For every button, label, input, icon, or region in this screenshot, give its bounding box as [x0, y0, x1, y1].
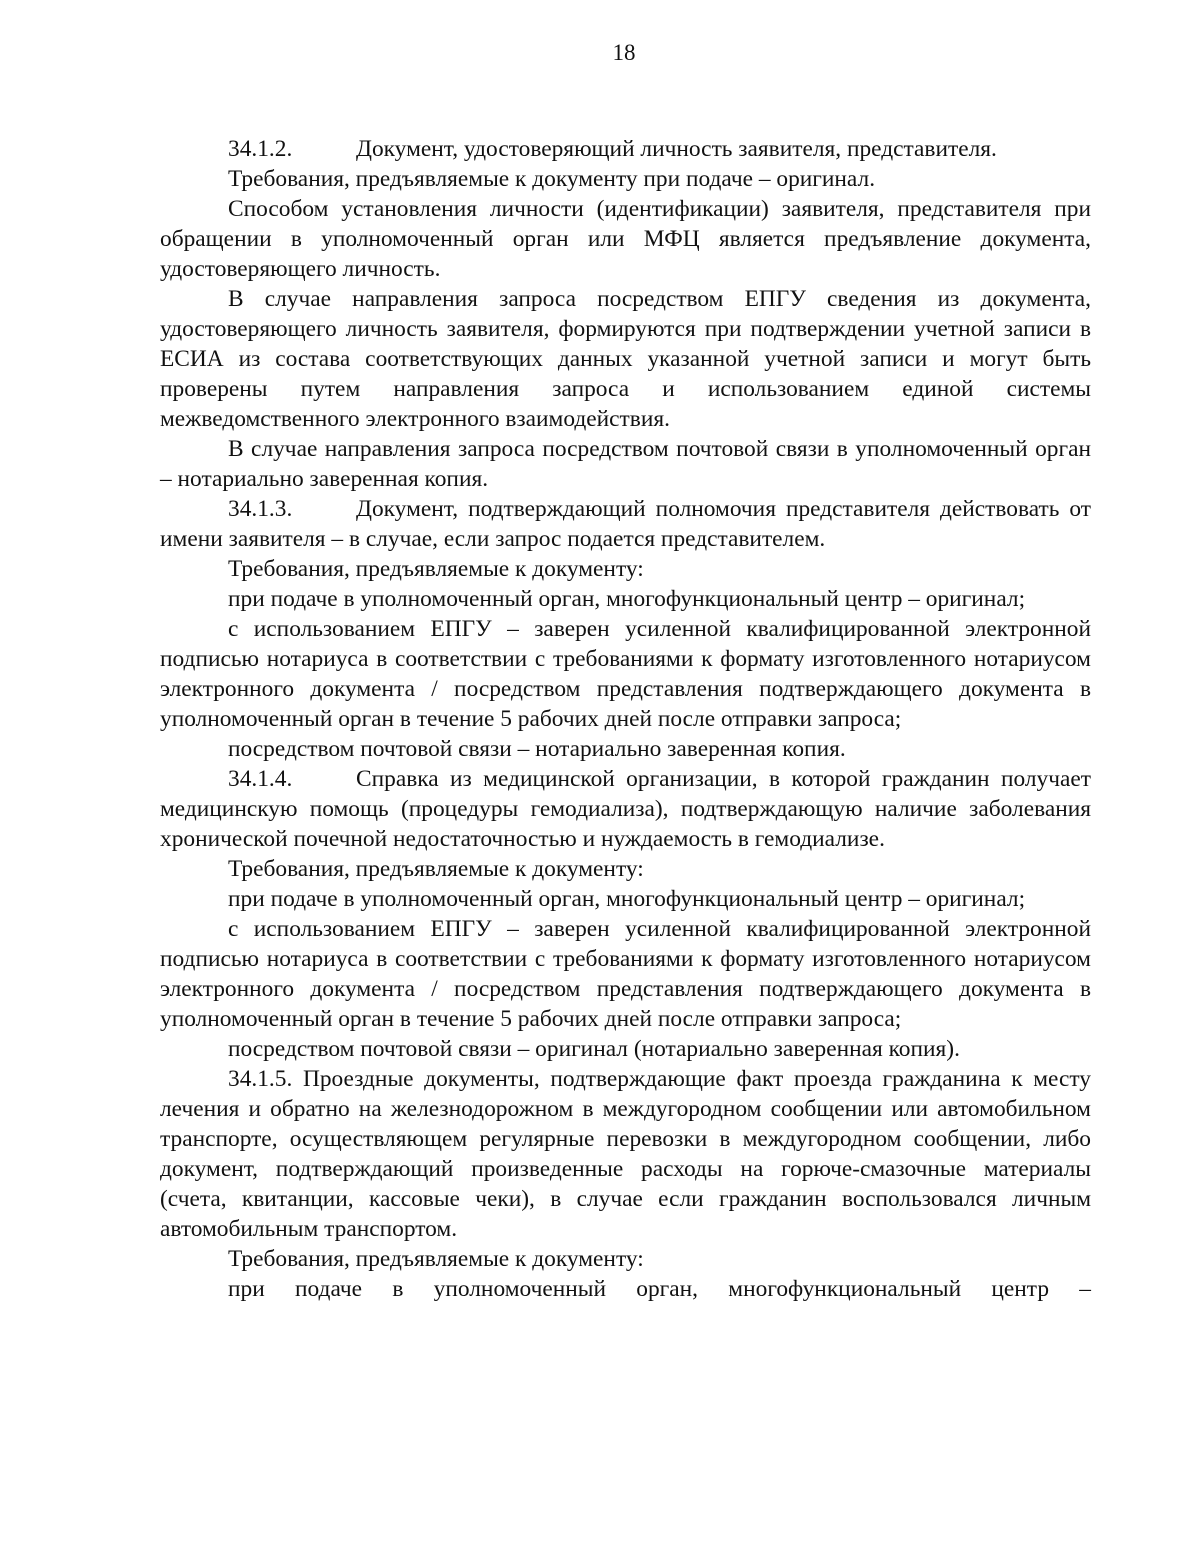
document-body — [160, 134, 1091, 1304]
paragraph: с использованием ЕПГУ – заверен усиленной квалифицированной электронной подписью нотариуса в соответствии с требованиями к формату изготовленного нотариусом электронного документа / посредством представления подтверждающего документа в уполномоченный орган в течение 5 рабочих дней после отправки запроса; — [160, 916, 1091, 1032]
paragraph-34-1-2 — [160, 134, 1091, 164]
page-number: 18 — [612, 40, 636, 65]
paragraph-34-1-5: 34.1.5. Проездные документы, подтверждающие факт проезда гражданина к месту лечения и обратно на железнодорожном в междугородном сообщении или автомобильном транспорте, осуществляющем регулярные перевозки в междугородном сообщении, либо документ, подтверждающий произведенные расходы на горюче-смазочные материалы (счета, квитанции, кассовые чеки), в случае если гражданин воспользовался личным автомобильным транспортом. — [160, 1066, 1091, 1242]
paragraph: В случае направления запроса посредством ЕПГУ сведения из документа, удостоверяющего личность заявителя, формируются при подтверждении учетной записи в ЕСИА из состава соответствующих данных указанной учетной записи и могут быть проверены путем направления запроса и использованием единой системы межведомственного электронного взаимодействия. — [160, 286, 1091, 432]
paragraph-34-1-4 — [160, 764, 1091, 854]
paragraph-text: Документ, удостоверяющий личность заявителя, представителя. — [356, 136, 997, 162]
paragraph-34-1-3 — [160, 494, 1091, 554]
paragraph: Требования, предъявляемые к документу: — [228, 1246, 644, 1272]
paragraph: Требования, предъявляемые к документу: — [228, 556, 644, 582]
paragraph: Требования, предъявляемые к документу при подаче – оригинал. — [228, 166, 876, 192]
paragraph: Требования, предъявляемые к документу: — [228, 856, 644, 882]
clause-number: 34.1.3. — [228, 496, 293, 522]
paragraph: посредством почтовой связи – нотариально заверенная копия. — [228, 736, 846, 762]
clause-number: 34.1.4. — [228, 766, 293, 792]
paragraph: посредством почтовой связи – оригинал (нотариально заверенная копия). — [228, 1036, 960, 1062]
clause-number: 34.1.2. — [228, 136, 293, 162]
paragraph: с использованием ЕПГУ – заверен усиленной квалифицированной электронной подписью нотариуса в соответствии с требованиями к формату изготовленного нотариусом электронного документа / посредством представления подтверждающего документа в уполномоченный орган в течение 5 рабочих дней после отправки запроса; — [160, 616, 1091, 732]
paragraph: Способом установления личности (идентификации) заявителя, представителя при обращении в уполномоченный орган или МФЦ является предъявление документа, удостоверяющего личность. — [160, 196, 1091, 282]
paragraph-text: Справка из медицинской организации, в которой гражданин получает медицинскую помощь (процедуры гемодиализа), подтверждающую наличие заболевания хронической почечной недостаточностью и нуждаемость в гемодиализе. — [160, 766, 1091, 852]
paragraph: при подаче в уполномоченный орган, многофункциональный центр – оригинал; — [228, 586, 1026, 612]
paragraph-text: Документ, подтверждающий полномочия представителя действовать от имени заявителя – в случае, если запрос подается представителем. — [160, 496, 1091, 552]
paragraph: при подаче в уполномоченный орган, многофункциональный центр – — [228, 1276, 1091, 1302]
paragraph: В случае направления запроса посредством почтовой связи в уполномоченный орган – нотариально заверенная копия. — [160, 436, 1091, 492]
paragraph: при подаче в уполномоченный орган, многофункциональный центр – оригинал; — [228, 886, 1026, 912]
